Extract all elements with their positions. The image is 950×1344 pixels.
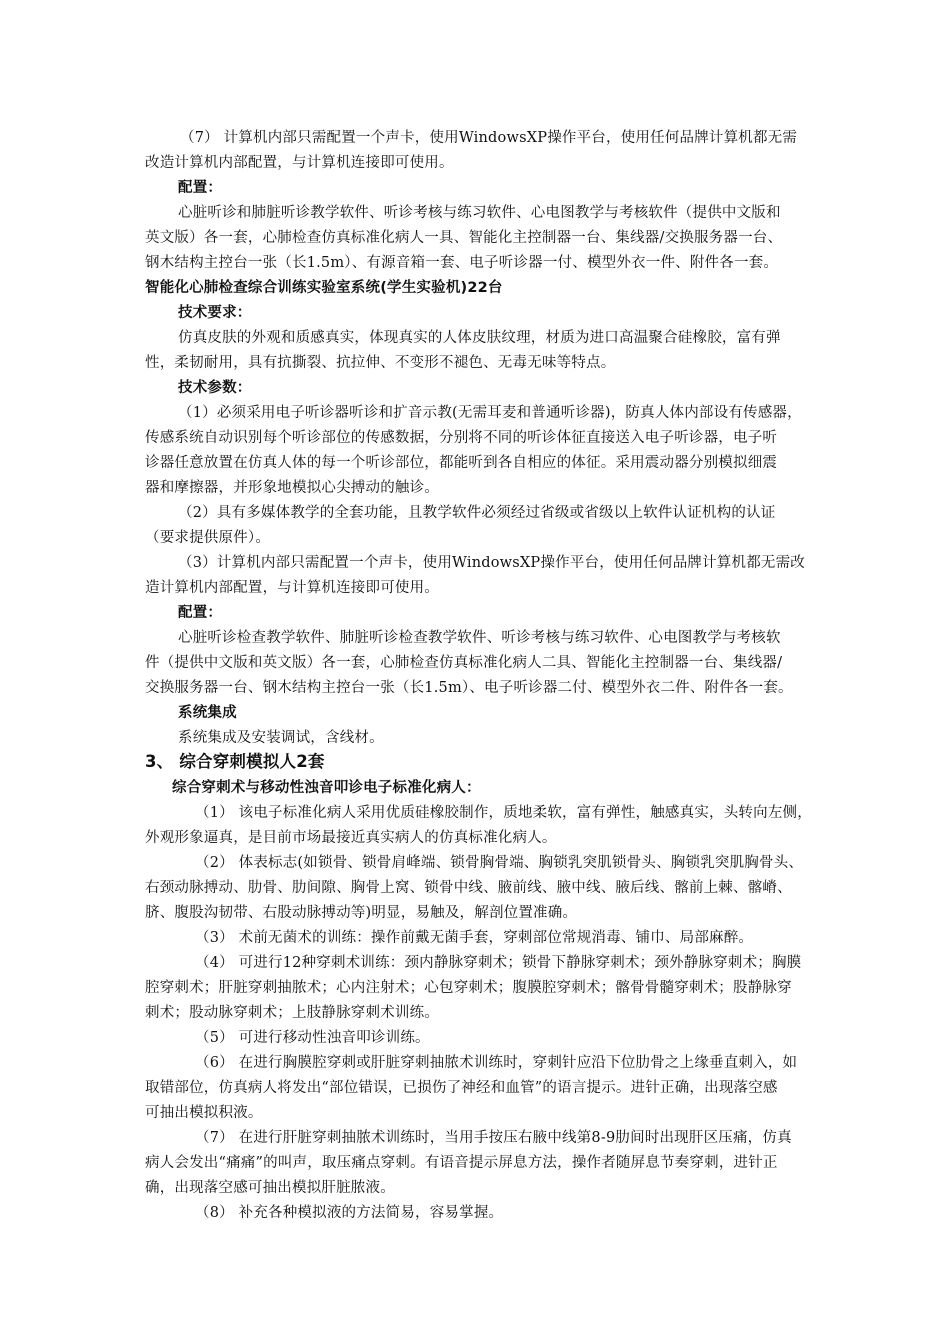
text-line: （8） 补充各种模拟液的方法简易，容易掌握。 <box>195 1205 504 1221</box>
text-line: （3） 术前无菌术的训练：操作前戴无菌手套，穿刺部位常规消毒、铺巾、局部麻醉。 <box>195 930 754 946</box>
sub-heading: 综合穿刺术与移动性浊音叩诊电子标准化病人： <box>172 780 481 796</box>
text-line: （5） 可进行移动性浊音叩诊训练。 <box>195 1030 430 1046</box>
text-line: 病人会发出“痛痛”的叫声，取压痛点穿刺。有语音提示屏息方法，操作者随屏息节奏穿刺，进针正 <box>145 1155 778 1171</box>
text-line: 取错部位，仿真病人将发出“部位错误，已损伤了神经和血管”的语言提示。进针正确，出现落空感 <box>145 1080 778 1096</box>
text-line: 造计算机内部配置，与计算机连接即可使用。 <box>145 580 439 596</box>
text-line: （要求提供原件）。 <box>145 530 271 546</box>
text-line: （2）具有多媒体教学的全套功能，且教学软件必须经过省级或省级以上软件认证机构的认证 <box>178 505 776 521</box>
text-line: 诊器任意放置在仿真人体的每一个听诊部位，都能听到各自相应的体征。采用震动器分别模拟细震 <box>145 455 778 471</box>
section-heading-3: 3、 综合穿刺模拟人2套 <box>145 752 325 771</box>
text-line: 英文版）各一套，心肺检查仿真标准化病人一具、智能化主控制器一台、集线器/交换服务器一台、 <box>145 230 783 246</box>
section-label-integration: 系统集成 <box>178 705 237 721</box>
text-line: 件（提供中文版和英文版）各一套，心肺检查仿真标准化病人二具、智能化主控制器一台、集线器/ <box>145 655 783 671</box>
text-line: 右颈动脉搏动、肋骨、肋间隙、胸骨上窝、锁骨中线、腋前线、腋中线、腋后线、髂前上棘、髂嵴、 <box>145 880 792 896</box>
text-line: （7） 计算机内部只需配置一个声卡，使用WindowsXP操作平台，使用任何品牌计算机都无需 <box>180 130 798 146</box>
text-line: 传感系统自动识别每个听诊部位的传感数据，分别将不同的听诊体征直接送入电子听诊器，电子听 <box>145 430 778 446</box>
text-line: 脐、腹股沟韧带、右股动脉搏动等)明显，易触及，解剖位置准确。 <box>145 905 578 921</box>
text-line: 钢木结构主控台一张（长1.5m）、有源音箱一套、电子听诊器一付、模型外衣一件、附件各一套。 <box>145 255 779 271</box>
text-line: 性，柔韧耐用，具有抗撕裂、抗拉伸、不变形不褪色、无毒无味等特点。 <box>145 355 616 371</box>
section-label-config: 配置： <box>178 605 223 621</box>
text-line: （7） 在进行肝脏穿刺抽脓术训练时，当用手按压右腋中线第8-9肋间时出现肝区压痛，仿真 <box>195 1130 792 1146</box>
text-line: （1）必须采用电子听诊器听诊和扩音示教(无需耳麦和普通听诊器)，防真人体内部设有传感器， <box>178 405 802 421</box>
text-line: （1） 该电子标准化病人采用优质硅橡胶制作，质地柔软，富有弹性，触感真实，头转向左侧， <box>195 805 812 821</box>
section-label-tech-params: 技术参数： <box>178 380 252 396</box>
text-line: 改造计算机内部配置，与计算机连接即可使用。 <box>145 155 454 171</box>
text-line: （6） 在进行胸膜腔穿刺或肝脏穿刺抽脓术训练时，穿刺针应沿下位肋骨之上缘垂直刺入，如 <box>195 1055 798 1071</box>
text-line: 交换服务器一台、钢木结构主控台一张（长1.5m）、电子听诊器二付、模型外衣二件、附件各一套。 <box>145 680 793 696</box>
text-line: 可抽出模拟积液。 <box>145 1105 263 1121</box>
text-line: 心脏听诊和肺脏听诊教学软件、听诊考核与练习软件、心电图教学与考核软件（提供中文版和 <box>178 205 781 221</box>
text-line: （3）计算机内部只需配置一个声卡，使用WindowsXP操作平台，使用任何品牌计算机都无需改 <box>178 555 805 571</box>
text-line: 确，出现落空感可抽出模拟肝脏脓液。 <box>145 1180 395 1196</box>
section-label-config: 配置： <box>178 180 223 196</box>
text-line: 系统集成及安装调试，含线材。 <box>178 730 384 746</box>
text-line: 刺术；股动脉穿刺术；上肢静脉穿刺术训练。 <box>145 1005 439 1021</box>
text-line: 外观形象逼真，是目前市场最接近真实病人的仿真标准化病人。 <box>145 830 557 846</box>
text-line: 器和摩擦器，并形象地模拟心尖搏动的触诊。 <box>145 480 439 496</box>
text-line: 腔穿刺术；肝脏穿刺抽脓术；心内注射术；心包穿刺术；腹膜腔穿刺术；髂骨骨髓穿刺术；股静脉穿 <box>145 980 792 996</box>
section-heading: 智能化心肺检查综合训练实验室系统(学生实验机)22台 <box>145 280 503 296</box>
text-line: 仿真皮肤的外观和质感真实，体现真实的人体皮肤纹理，材质为进口高温聚合硅橡胶，富有弹 <box>178 330 781 346</box>
text-line: （2） 体表标志(如锁骨、锁骨肩峰端、锁骨胸骨端、胸锁乳突肌锁骨头、胸锁乳突肌胸骨头、 <box>195 855 804 871</box>
text-line: （4） 可进行12种穿刺术训练：颈内静脉穿刺术；锁骨下静脉穿刺术；颈外静脉穿刺术；胸膜 <box>195 955 802 971</box>
text-line: 心脏听诊检查教学软件、肺脏听诊检查教学软件、听诊考核与练习软件、心电图教学与考核软 <box>178 630 781 646</box>
section-label-tech-requirements: 技术要求： <box>178 305 252 321</box>
